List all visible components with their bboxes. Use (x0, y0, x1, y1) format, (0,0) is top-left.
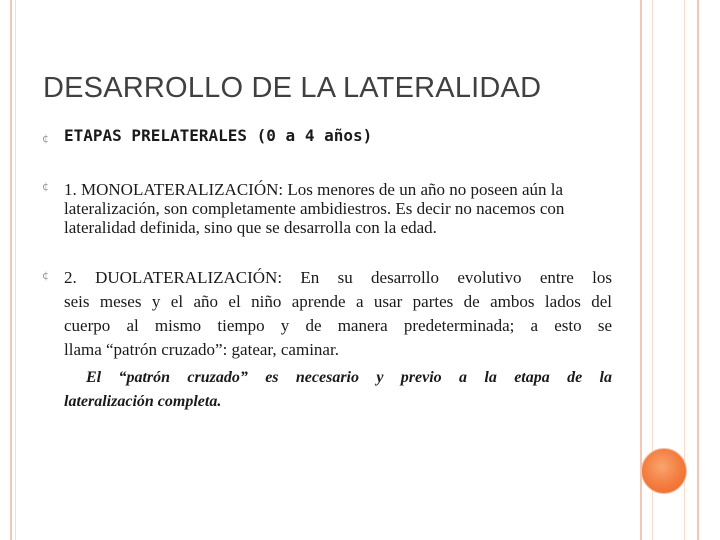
bullet-icon: ¢ (42, 132, 49, 145)
bullet-text-duolateralizacion (64, 266, 612, 362)
note-line: lateralización completa. (64, 393, 222, 410)
left-accent-line-thin (15, 0, 16, 540)
text-line: seis meses y el año el niño aprende a usar partes de ambos lados del (64, 292, 612, 311)
left-accent-line (10, 0, 12, 540)
bullet-icon: ¢ (42, 180, 49, 193)
slide-title: DESARROLLO DE LA LATERALIDAD (43, 72, 542, 104)
bullet-icon: ¢ (42, 269, 49, 282)
emphasis-note (64, 366, 612, 414)
orange-circle-decoration (641, 448, 687, 494)
text-line: cuerpo al mismo tiempo y de manera predeterminada; a esto se (64, 316, 612, 335)
text-line: 2. DUOLATERALIZACIÓN: En su desarrollo evolutivo entre los (64, 268, 612, 287)
right-accent-line (697, 0, 699, 540)
bullet-heading-etapas: ETAPAS PRELATERALES (0 a 4 años) (64, 126, 373, 145)
text-line: llama “patrón cruzado”: gatear, caminar. (64, 340, 339, 359)
bullet-text-monolateralizacion: 1. MONOLATERALIZACIÓN: Los menores de un año no poseen aún la lateralización, son completamente ambidiestros. Es decir no nacemos con lateralidad definida, sino que se desarrolla con la edad. (64, 180, 565, 237)
note-line: El “patrón cruzado” es necesario y previo a la etapa de la (86, 369, 612, 386)
right-accent-line (640, 0, 642, 540)
